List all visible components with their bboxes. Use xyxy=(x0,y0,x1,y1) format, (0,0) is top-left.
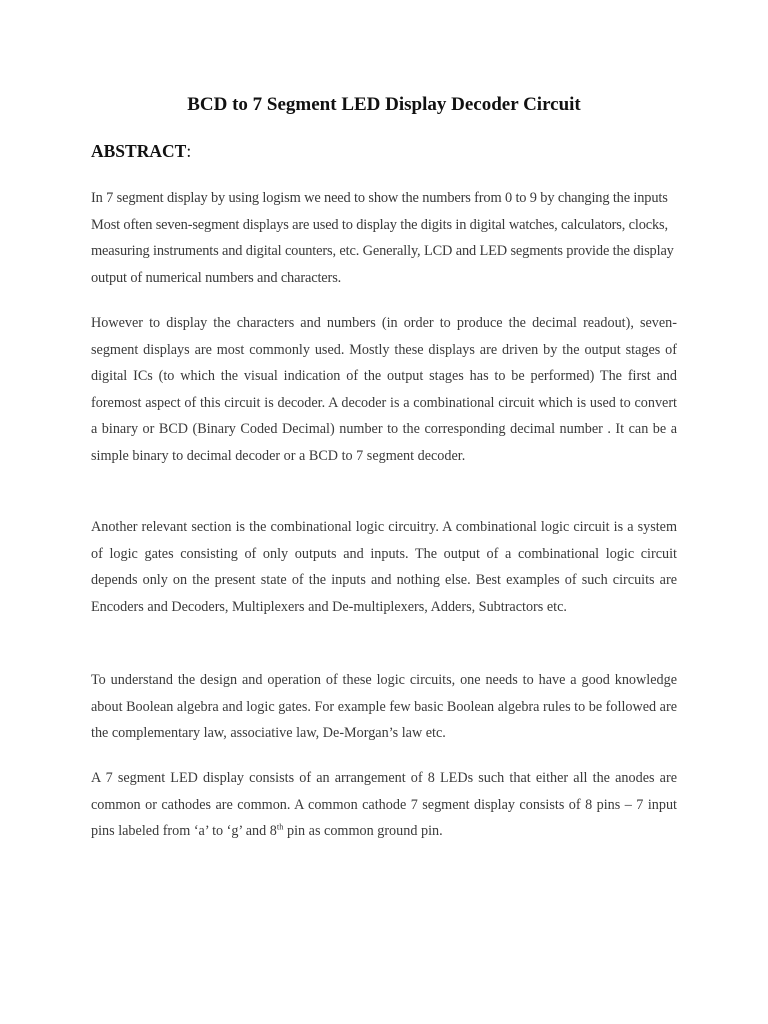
paragraph-5-end: pin as common ground pin. xyxy=(283,823,443,839)
paragraph-3: Another relevant section is the combinational logic circuitry. A combinational logic circuit is a system of logic gates consisting of only outputs and inputs. The output of a combinational logic circuit depends only on the present state of the inputs and nothing else. Best examples of such circuits are Encoders and Decoders, Multiplexers and De-multiplexers, Adders, Subtractors etc. xyxy=(91,519,677,615)
section-heading-text: ABSTRACT xyxy=(91,141,187,161)
section-heading-colon: : xyxy=(186,141,192,161)
document-title: BCD to 7 Segment LED Display Decoder Circuit xyxy=(187,94,581,115)
paragraph-4: To understand the design and operation of these logic circuits, one needs to have a good knowledge about Boolean algebra and logic gates. For example few basic Boolean algebra rules to be followed are the complementary law, associative law, De-Morgan’s law etc. xyxy=(91,672,677,741)
ordinal-superscript: th xyxy=(276,821,284,832)
paragraph-2: However to display the characters and numbers (in order to produce the decimal readout), seven-segment displays are most commonly used. Mostly these displays are driven by the output stages of digital ICs (to which the visual indication of the output stages has to be performed) The first and foremost aspect of this circuit is decoder. A decoder is a combinational circuit which is used to convert a binary or BCD (Binary Coded Decimal) number to the corresponding decimal number . It can be a simple binary to decimal decoder or a BCD to 7 segment decoder. xyxy=(91,315,677,464)
section-heading xyxy=(91,141,191,162)
paragraph-5 xyxy=(91,765,677,845)
paragraph-1: In 7 segment display by using logism we need to show the numbers from 0 to 9 by changing the inputs Most often seven-segment displays are used to display the digits in digital watches, calculators, clocks, measuring instruments and digital counters, etc. Generally, LCD and LED segments provide the display output of numerical numbers and characters. xyxy=(91,190,674,286)
paragraph-5-main: A 7 segment LED display consists of an arrangement of 8 LEDs such that either all the anodes are common or cathodes are common. A common cathode 7 segment display consists of 8 pins – 7 input pins labeled from ‘a’ to ‘g’ and 8 xyxy=(91,770,677,839)
